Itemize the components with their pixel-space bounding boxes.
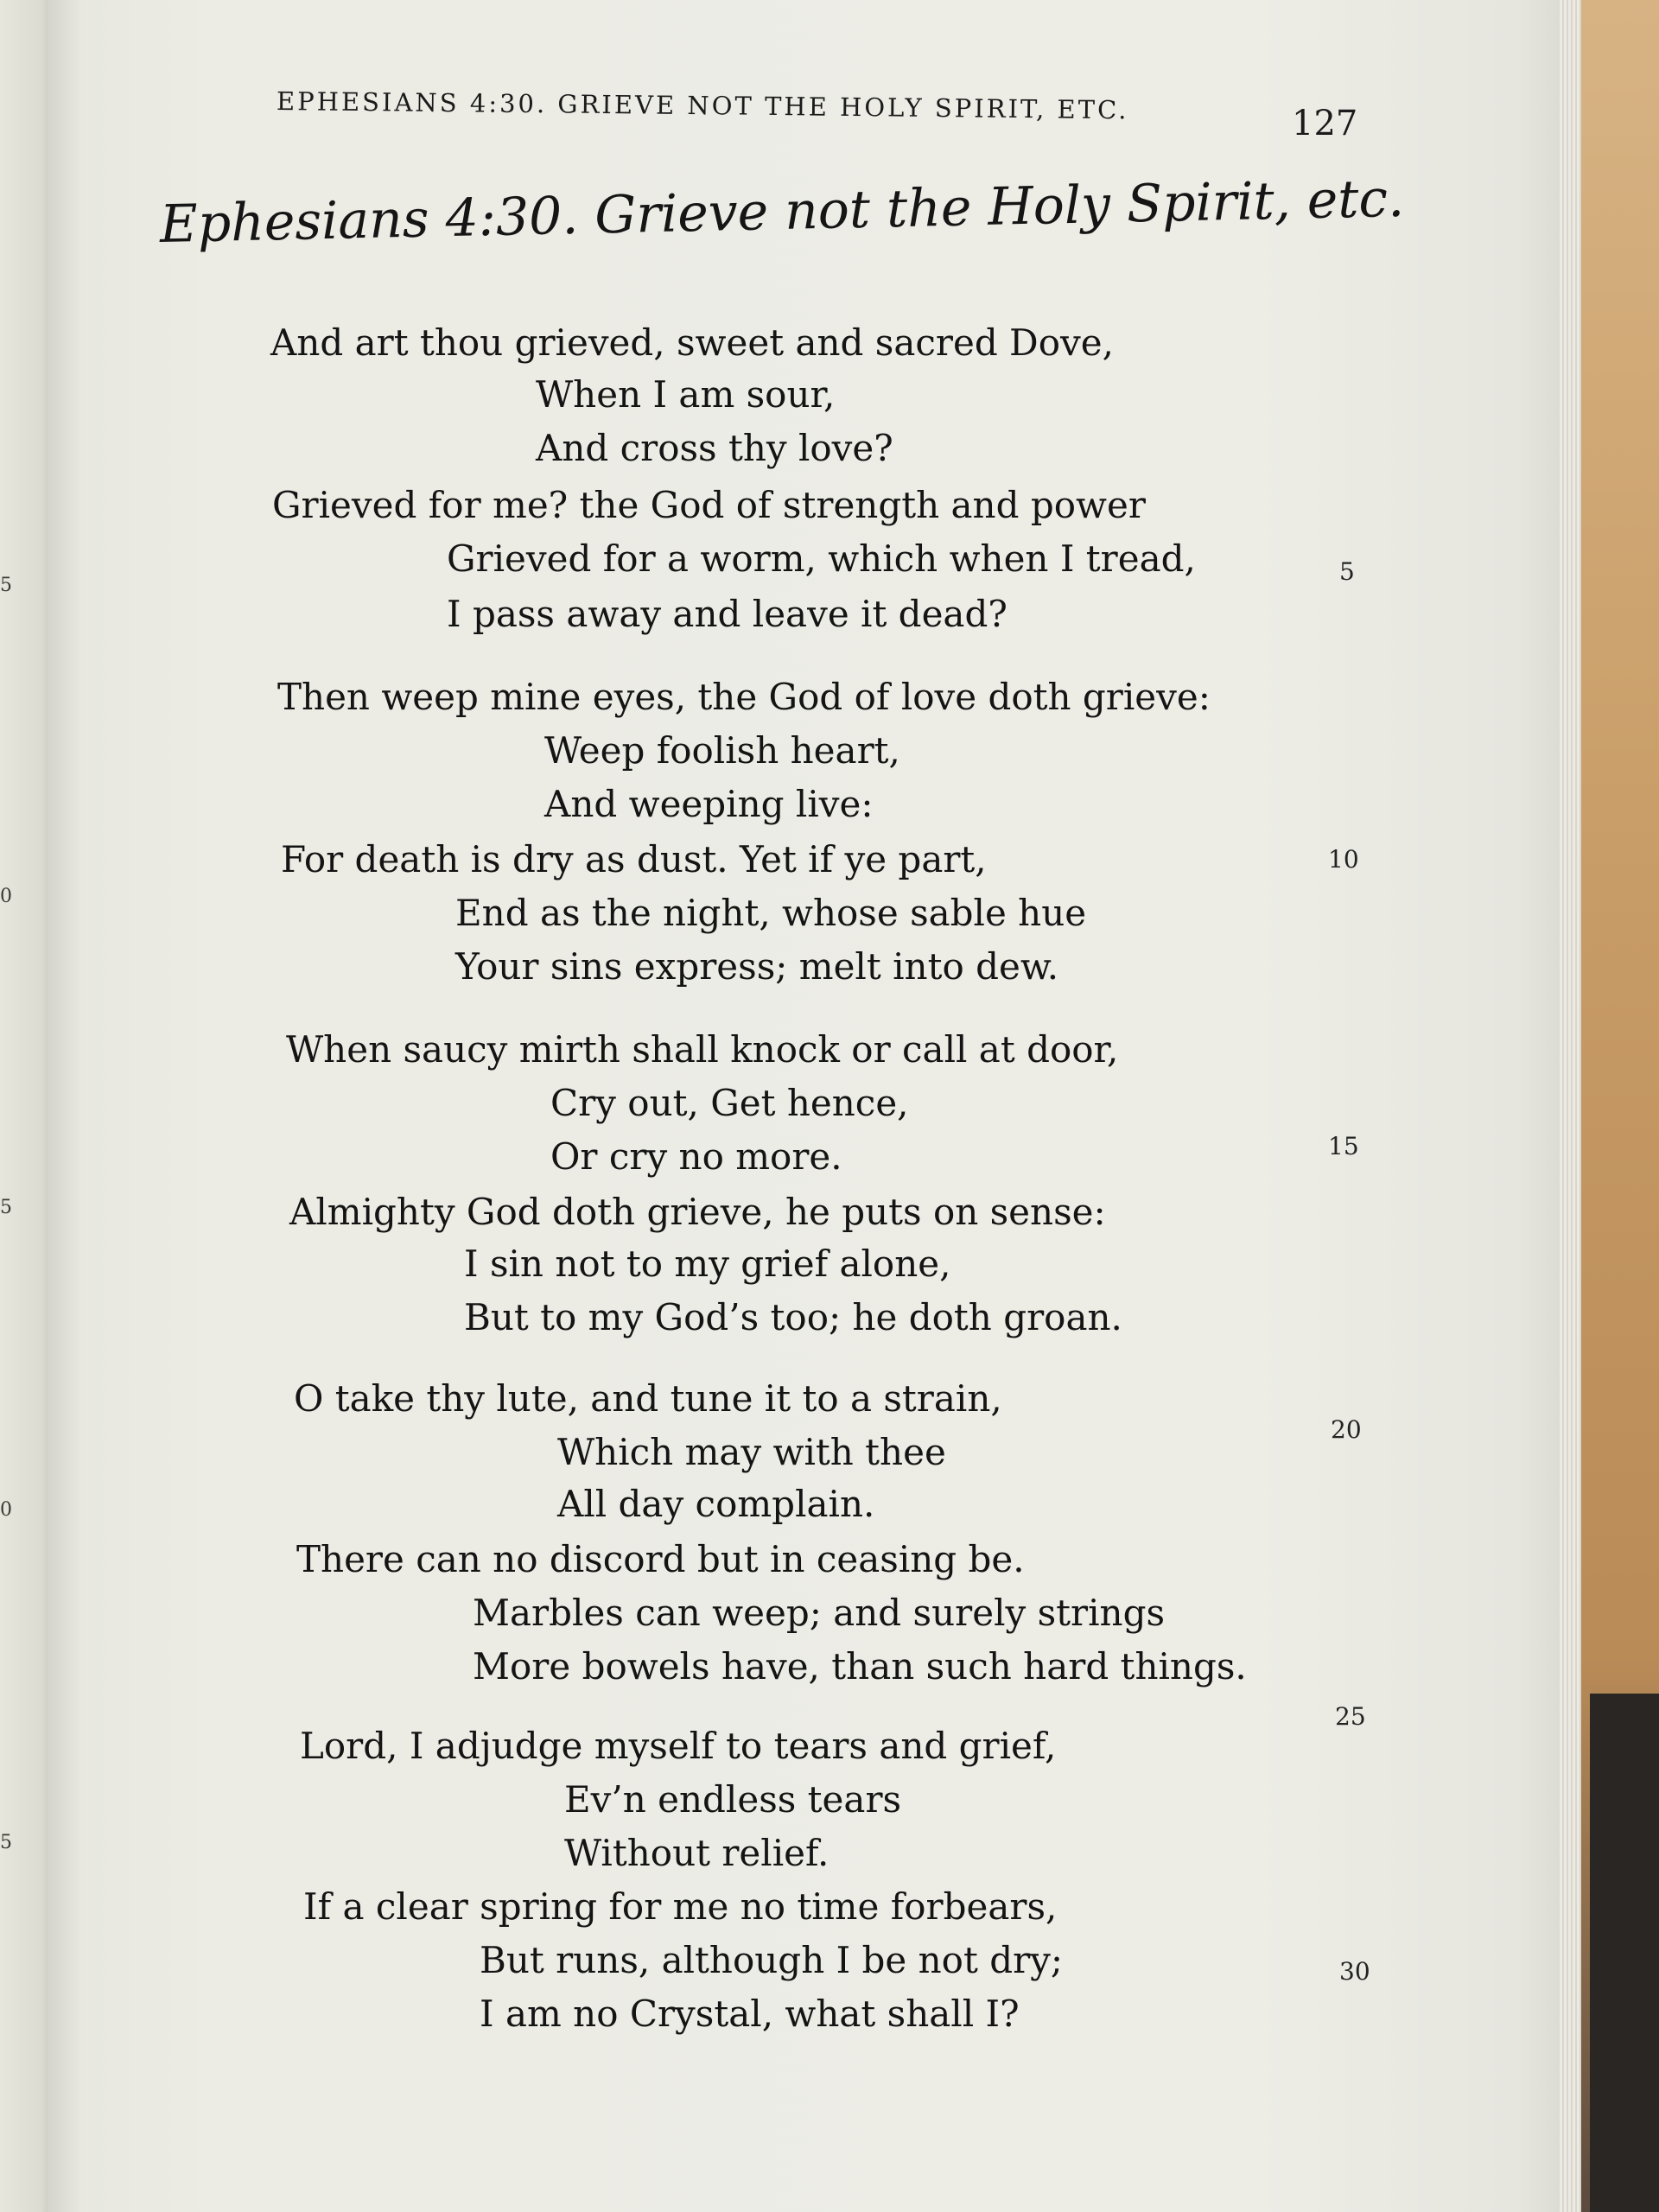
- verse-line: I am no Crystal, what shall I?: [480, 1993, 1020, 2035]
- verse-line: Then weep mine eyes, the God of love doth grieve:: [277, 676, 1211, 718]
- verse-line: End as the night, whose sable hue: [455, 892, 1087, 934]
- verse-line: If a clear spring for me no time forbears,: [303, 1885, 1058, 1928]
- page-number: 127: [1292, 104, 1358, 143]
- verse-line: Your sins express; melt into dew.: [455, 945, 1059, 988]
- book-page: [48, 0, 1560, 2212]
- table-shadow: [1590, 1694, 1659, 2212]
- line-number: 25: [1335, 1702, 1366, 1731]
- verse-line: Or cry no more.: [550, 1135, 842, 1178]
- line-number: 10: [1328, 845, 1359, 874]
- verse-line: Marbles can weep; and surely strings: [473, 1592, 1166, 1634]
- facing-page-line-number: 5: [0, 575, 12, 596]
- poem-title: Ephesians 4:30. Grieve not the Holy Spirit, etc.: [159, 168, 1405, 255]
- line-number: 5: [1339, 557, 1355, 586]
- verse-line: Cry out, Get hence,: [550, 1082, 909, 1124]
- verse-line: For death is dry as dust. Yet if ye part,: [281, 838, 987, 880]
- verse-line: And cross thy love?: [536, 427, 893, 469]
- verse-line: O take thy lute, and tune it to a strain,: [294, 1377, 1002, 1420]
- verse-line: But runs, although I be not dry;: [480, 1939, 1064, 1981]
- running-head: EPHESIANS 4:30. GRIEVE NOT THE HOLY SPIRIT, ETC.: [276, 86, 1129, 125]
- verse-line: I pass away and leave it dead?: [447, 593, 1007, 635]
- verse-line: Almighty God doth grieve, he puts on sense:: [289, 1191, 1106, 1233]
- verse-line: When I am sour,: [536, 373, 836, 416]
- verse-line: Ev’n endless tears: [564, 1778, 902, 1821]
- facing-page-line-number: 5: [0, 1832, 12, 1853]
- verse-line: All day complain.: [557, 1483, 875, 1525]
- verse-line: When saucy mirth shall knock or call at door,: [286, 1028, 1119, 1071]
- verse-line: Lord, I adjudge myself to tears and grief,: [300, 1725, 1057, 1767]
- verse-line: I sin not to my grief alone,: [464, 1243, 951, 1285]
- verse-line: More bowels have, than such hard things.: [473, 1645, 1247, 1688]
- verse-line: And art thou grieved, sweet and sacred Dove,: [270, 321, 1114, 364]
- line-number: 20: [1331, 1415, 1362, 1444]
- verse-line: Weep foolish heart,: [544, 729, 900, 772]
- verse-line: Without relief.: [564, 1832, 830, 1874]
- verse-line: Which may with thee: [557, 1431, 946, 1473]
- facing-page: [0, 0, 52, 2212]
- verse-line: But to my God’s too; he doth groan.: [464, 1296, 1122, 1338]
- verse-line: And weeping live:: [544, 783, 874, 825]
- facing-page-line-number: 0: [0, 886, 12, 907]
- verse-line: Grieved for a worm, which when I tread,: [447, 537, 1196, 580]
- line-number: 30: [1339, 1957, 1370, 1986]
- verse-line: There can no discord but in ceasing be.: [296, 1538, 1025, 1580]
- facing-page-line-number: 0: [0, 1499, 12, 1521]
- verse-line: Grieved for me? the God of strength and power: [272, 484, 1146, 526]
- line-number: 15: [1328, 1132, 1359, 1160]
- facing-page-line-number: 5: [0, 1197, 12, 1218]
